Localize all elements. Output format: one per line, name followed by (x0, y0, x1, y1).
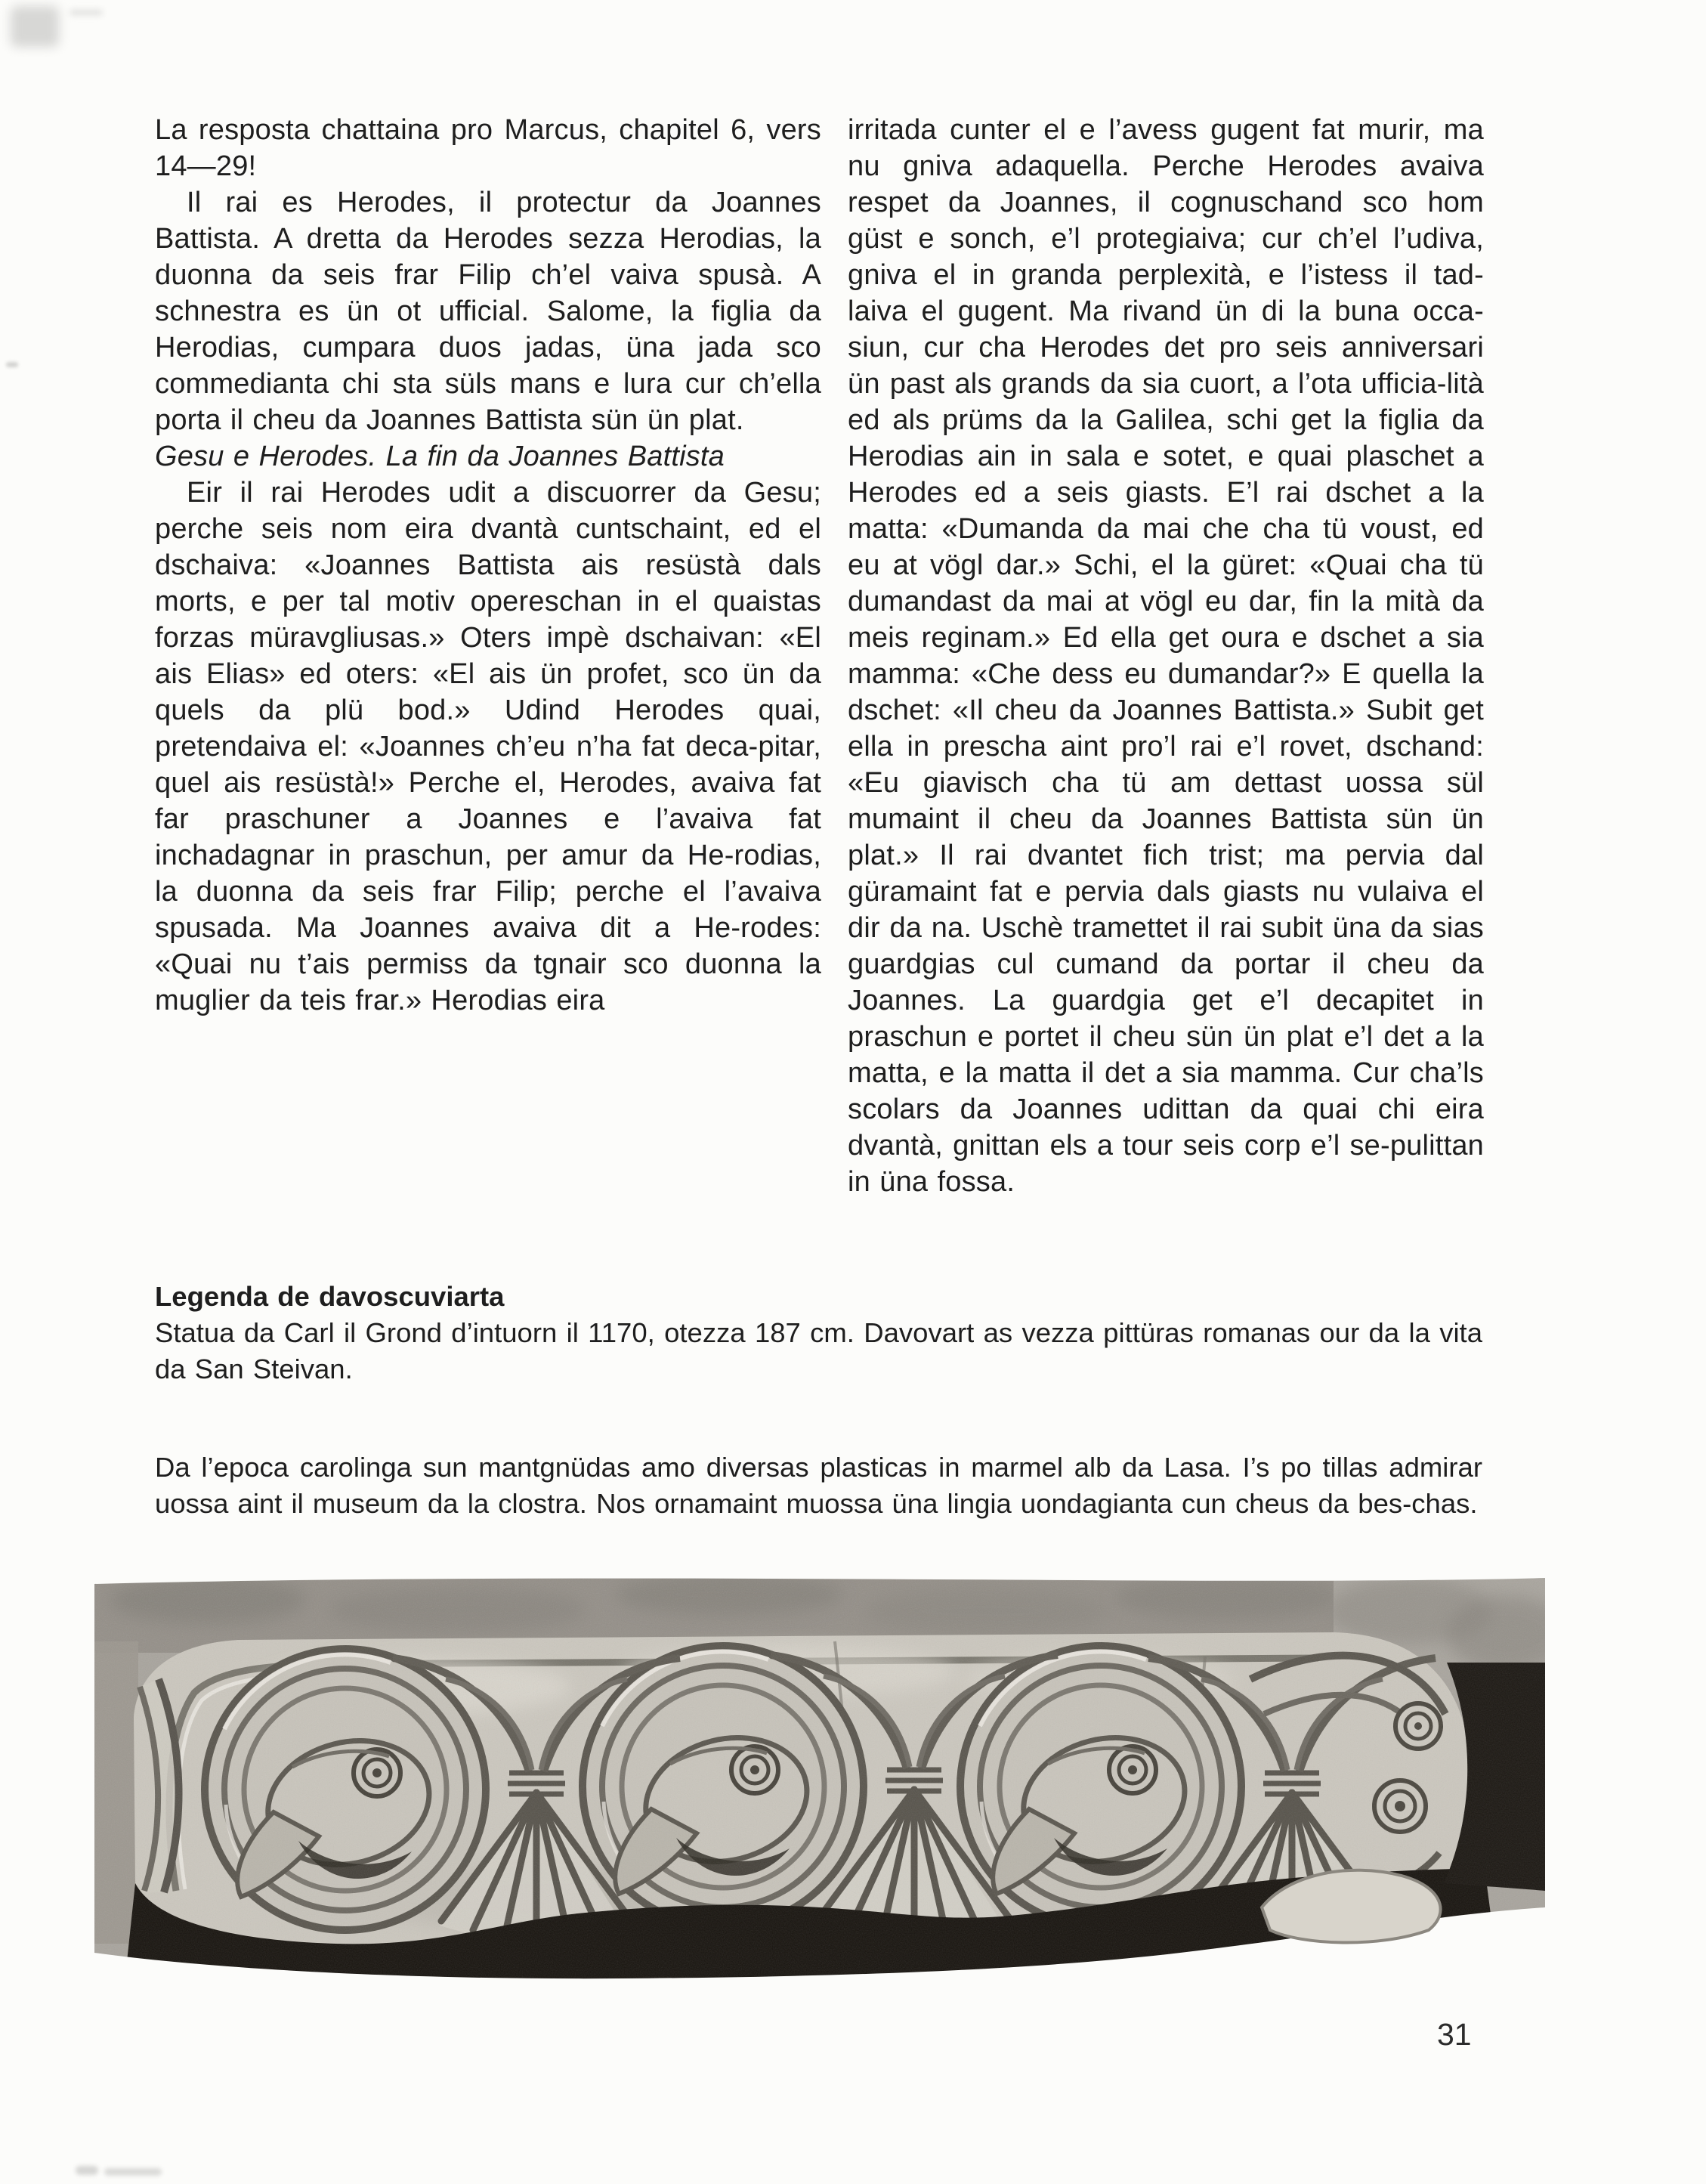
section-heading: Gesu e Herodes. La fin da Joannes Battista (155, 441, 725, 472)
back-cover-legend (155, 1279, 1482, 1387)
paragraph-scene: Il rai es Herodes, il protectur da Joannes Battista. A dretta da Herodes sezza Herodias, la duonna da seis frar Filip ch’el vaiva spusà. A schnestra es ün ot ufficial. Salome, la figlia da Herodias, cumpara duos jadas, üna jada sco commedianta chi sta süls mans e lura cur ch’ella porta il cheu da Joannes Battista sün ün plat. (155, 187, 821, 436)
scan-mark-left-margin (6, 362, 18, 367)
paragraph-story-left: Eir il rai Herodes udit a discuorrer da Gesu; perche seis nom eira dvantà cuntschaint, ed el dschaiva: «Joannes Battista ais resüstà dals morts, e per tal motiv opereschan in el quaistas forzas müravgliusas.» Oters impè dschaivan: «El ais Elias» ed oters: «El ais ün profet, sco ün da quels da plü bod.» Udind Herodes quai, pretendaiva el: «Joannes ch’eu n’ha fat deca-pitar, quel ais resüstà!» Perche el, Herodes, avaiva fat far praschuner a Joannes e l’avaiva fat inchadagnar in praschun, per amur da He-rodias, la duonna da seis frar Filip; perche el l’avaiva spusada. Ma Joannes avaiva dit a He-rodes: «Quai nu t’ais permiss da tgnair sco duonna la muglier da teis frar.» Herodias eira (155, 477, 821, 1016)
page-number: 31 (1437, 2017, 1472, 2052)
scan-smudge-top-left-tail (70, 9, 103, 16)
right-text-column (848, 112, 1484, 1200)
relief-photo-drawing (94, 1566, 1545, 1983)
relief-photo (94, 1566, 1545, 1983)
scan-mark-bottom-left-1 (76, 2166, 98, 2175)
figure-caption: Da l’epoca carolinga sun mantgnüdas amo diversas plasticas in marmel alb da Lasa. I’s po tillas admirar uossa aint il museum da la clostra. Nos ornamaint muossa üna lingia uondagianta cun cheus da bes-chas. (155, 1452, 1482, 1519)
paragraph-intro: La resposta chattaina pro Marcus, chapitel 6, vers 14—29! (155, 114, 821, 182)
legend-text: Statua da Carl il Grond d’intuorn il 1170, otezza 187 cm. Davovart as vezza pittüras romanas our da la vita da San Steivan. (155, 1317, 1482, 1384)
paragraph-story-right: irritada cunter el e l’avess gugent fat murir, ma nu gniva adaquella. Perche Herodes avaiva respet da Joannes, il cognuschand sco hom güst e sonch, e’l protegiaiva; cur ch’el l’udiva, gniva el in granda perplexità, e l’istess il tad-laiva el gugent. Ma rivand ün di la buna occa-siun, cur cha Herodes det pro seis anniversari ün past als grands da sia cuort, a l’ota ufficia-lità ed als prüms da la Galilea, schi get la figlia da Herodias ain in sala e sotet, e quai plaschet a Herodes ed a seis giasts. E’l rai dschet a la matta: «Dumanda da mai che cha tü voust, ed eu at vögl dar.» Schi, el la güret: «Quai cha tü dumandast da mai at vögl eu dar, fin la mità da meis reginam.» Ed ella get oura e dschet a sia mamma: «Che dess eu dumandar?» E quella la dschet: «Il cheu da Joannes Battista.» Subit get ella in prescha aint pro’l rai e’l rovet, dschand: «Eu giavisch cha tü am dettast uossa sül mumaint il cheu da Joannes Battista sün ün plat.» Il rai dvantet fich trist; ma pervia dal güramaint fat e pervia dals giasts nu vulaiva el dir da na. Uschè tramettet il rai subit üna da sias guardgias cul cumand da portar il cheu da Joannes. La guardgia get e’l decapitet in praschun e portet il cheu sün ün plat e’l det a la matta, e la matta il det a sia mamma. Cur cha’ls scolars da Joannes udittan da quai chi eira dvantà, gnittan els a tour seis corp e’l se-pulittan in üna fossa. (848, 114, 1484, 1198)
scan-mark-bottom-left-2 (104, 2168, 162, 2176)
scan-smudge-top-left (11, 6, 59, 47)
legend-title: Legenda de davoscuviarta (155, 1281, 505, 1312)
left-text-column (155, 112, 821, 1019)
